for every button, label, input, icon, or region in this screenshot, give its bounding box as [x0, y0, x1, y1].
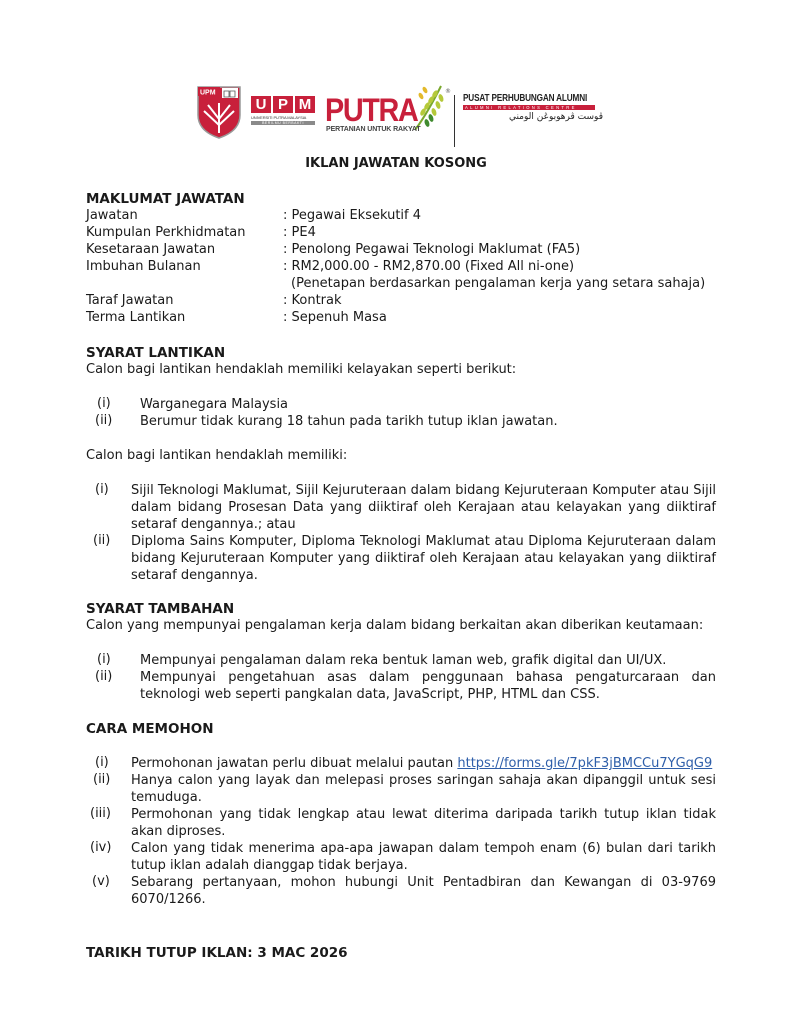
info-value: : Pegawai Eksekutif 4	[283, 208, 422, 223]
upm-wordmark	[251, 96, 315, 125]
alumni-title: PUSAT PERHUBUNGAN ALUMNI	[463, 93, 588, 104]
list-item: Permohonan yang tidak lengkap atau lewat diterima daripada tarikh tutup iklan tidak akan diproses.	[131, 807, 716, 839]
info-value: : Kontrak	[283, 293, 342, 308]
alumni-jawi-text: ڤوست ڤرهوبوڠن الومني	[508, 112, 603, 122]
list-item: Diploma Sains Komputer, Diploma Teknologi Maklumat atau Diploma Kejuruteraan dalam bidang Kejuruteraan Komputer yang diiktiraf oleh Kerajaan atau kelayakan yang diiktiraf setaraf dengannya.	[131, 534, 716, 583]
list-number: (iii)	[90, 806, 111, 821]
info-label: Imbuhan Bulanan	[86, 259, 201, 274]
list-item	[131, 755, 716, 772]
list-item: Berumur tidak kurang 18 tahun pada tarikh tutup iklan jawatan.	[140, 414, 558, 429]
putra-wordmark: PUTRA	[325, 92, 418, 128]
alumni-subtitle: ALUMNI RELATIONS CENTRE	[463, 105, 595, 110]
list-number: (v)	[92, 874, 110, 889]
list-item-text: Permohonan jawatan perlu dibuat melalui pautan	[131, 756, 458, 771]
registered-mark: ®	[445, 88, 451, 95]
upm-motto: BERILMU BERBAKTI	[251, 121, 315, 125]
list-number: (ii)	[95, 669, 113, 684]
list-number: (ii)	[95, 413, 113, 428]
list-number: (i)	[95, 755, 109, 770]
info-label: Terma Lantikan	[86, 310, 186, 325]
list-number: (i)	[97, 652, 111, 667]
list-item: Calon yang tidak menerima apa-apa jawapan dalam tempoh enam (6) bulan dari tarikh tutup iklan adalah dianggap tidak berjaya.	[131, 841, 716, 873]
upm-crest-logo	[196, 85, 242, 139]
closing-date: TARIKH TUTUP IKLAN: 3 MAC 2026	[86, 945, 348, 961]
info-value: : Penolong Pegawai Teknologi Maklumat (FA5)	[283, 242, 581, 257]
list-item: Sijil Teknologi Maklumat, Sijil Kejuruteraan dalam bidang Kejuruteraan Komputer atau Sijil dalam bidang Prosesan Data yang diiktiraf oleh Kerajaan atau kelayakan yang diiktiraf setaraf dengannya.; atau	[131, 483, 716, 532]
document-title: IKLAN JAWATAN KOSONG	[305, 156, 487, 171]
section-intro: Calon bagi lantikan hendaklah memiliki:	[86, 448, 348, 463]
info-label: Jawatan	[86, 208, 138, 223]
list-item: Mempunyai pengetahuan asas dalam penggunaan bahasa pengaturcaraan dan teknologi web seperti pangkalan data, JavaScript, PHP, HTML dan CSS.	[140, 670, 716, 702]
section-intro: Calon yang mempunyai pengalaman kerja dalam bidang berkaitan akan diberikan keutamaan:	[86, 618, 704, 633]
list-item: Hanya calon yang layak dan melepasi proses saringan sahaja akan dipanggil untuk sesi temuduga.	[131, 773, 716, 805]
info-value: : PE4	[283, 225, 316, 240]
info-label: Kumpulan Perkhidmatan	[86, 225, 246, 240]
list-item: Mempunyai pengalaman dalam reka bentuk laman web, grafik digital dan UI/UX.	[140, 653, 667, 668]
list-number: (ii)	[93, 533, 111, 548]
upm-crest-text: UPM	[200, 89, 216, 97]
putra-tagline: PERTANIAN UNTUK RAKYAT	[326, 126, 421, 133]
section-heading-maklumat: MAKLUMAT JAWATAN	[86, 191, 245, 207]
info-value: : RM2,000.00 - RM2,870.00 (Fixed All ni-one)	[283, 259, 575, 274]
upm-letter: M	[295, 96, 315, 113]
upm-letter: P	[273, 96, 293, 113]
list-item: Warganegara Malaysia	[140, 397, 289, 412]
upm-subtitle: UNIVERSITI PUTRA MALAYSIA	[251, 115, 307, 120]
application-form-link[interactable]: https://forms.gle/7pkF3jBMCCu7YGqG9	[457, 756, 713, 771]
upm-letter: U	[251, 96, 271, 113]
list-number: (ii)	[93, 772, 111, 787]
info-label: Kesetaraan Jawatan	[86, 242, 216, 257]
putra-logo	[325, 86, 449, 142]
section-heading-cara-memohon: CARA MEMOHON	[86, 721, 214, 737]
salary-note: (Penetapan berdasarkan pengalaman kerja yang setara sahaja)	[291, 276, 706, 291]
header-logos	[193, 82, 613, 146]
list-number: (i)	[97, 396, 111, 411]
section-heading-syarat-lantikan: SYARAT LANTIKAN	[86, 345, 226, 361]
list-number: (iv)	[90, 840, 112, 855]
alumni-centre-logo	[463, 93, 603, 122]
list-item: Sebarang pertanyaan, mohon hubungi Unit Pentadbiran dan Kewangan di 03-9769 6070/1266.	[131, 875, 716, 907]
section-heading-syarat-tambahan: SYARAT TAMBAHAN	[86, 601, 235, 617]
info-label: Taraf Jawatan	[86, 293, 174, 308]
section-intro: Calon bagi lantikan hendaklah memiliki kelayakan seperti berikut:	[86, 362, 517, 377]
info-value: : Sepenuh Masa	[283, 310, 387, 325]
list-number: (i)	[95, 482, 109, 497]
logo-divider	[454, 95, 455, 147]
